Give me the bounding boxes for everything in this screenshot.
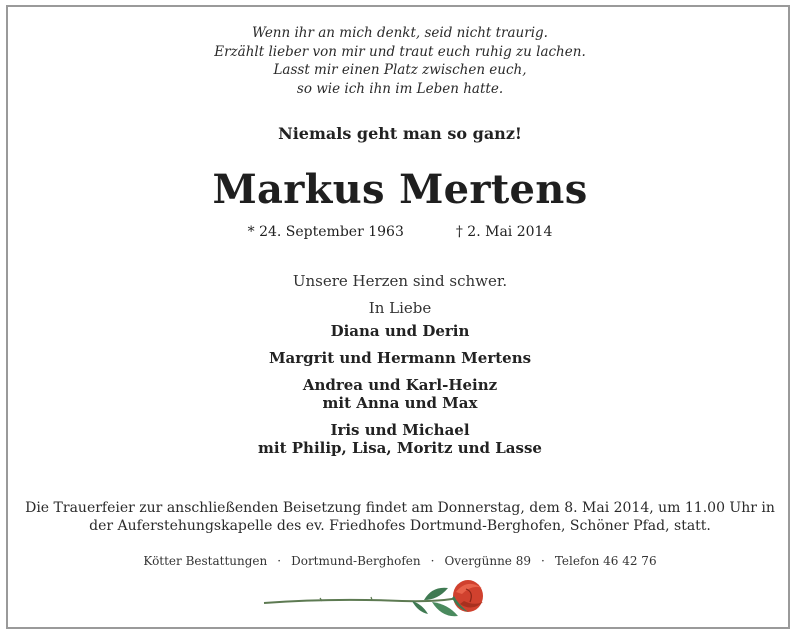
family-group — [0, 421, 800, 457]
company-street: Overgünne 89 — [444, 554, 531, 568]
life-dates — [0, 224, 800, 240]
deceased-name: Markus Mertens — [212, 166, 588, 213]
family-line: mit Philip, Lisa, Moritz und Lasse — [258, 439, 542, 457]
heart-line: Unsere Herzen sind schwer. — [292, 272, 508, 290]
family-line: Andrea und Karl-Heinz — [302, 376, 498, 394]
family-line: Iris und Michael — [330, 421, 470, 439]
separator: · — [277, 554, 282, 568]
poem-line: Lasst mir einen Platz zwischen euch, — [273, 62, 527, 78]
separator: · — [540, 554, 545, 568]
poem-line: so wie ich ihn im Leben hatte. — [296, 80, 504, 97]
family-group — [0, 349, 800, 367]
family-line: Margrit und Hermann Mertens — [268, 349, 532, 367]
poem — [0, 24, 800, 98]
company-phone: Telefon 46 42 76 — [554, 554, 657, 568]
death-date: † 2. Mai 2014 — [455, 224, 553, 240]
family-group — [0, 322, 800, 340]
ceremony-line: der Auferstehungskapelle des ev. Friedhofes Dortmund-Berghofen, Schöner Pfad, statt. — [89, 518, 711, 534]
notice-border — [6, 5, 790, 629]
family-line: Diana und Derin — [330, 322, 470, 340]
ceremony-info — [0, 499, 800, 535]
family-line: mit Anna und Max — [322, 394, 478, 412]
rose-icon — [262, 574, 502, 630]
separator: · — [430, 554, 435, 568]
company-location: Dortmund-Berghofen — [291, 554, 421, 568]
family-group — [0, 376, 800, 412]
company-name: Kötter Bestattungen — [143, 554, 268, 568]
poem-line: Erzählt lieber von mir und traut euch ruhig zu lachen. — [214, 43, 586, 60]
poem-line: Wenn ihr an mich denkt, seid nicht traurig. — [252, 25, 548, 41]
family-list — [0, 322, 800, 466]
ceremony-line: Die Trauerfeier zur anschließenden Beisetzung findet am Donnerstag, dem 8. Mai 2014, um 11.00 Uhr in — [25, 500, 775, 516]
birth-date: * 24. September 1963 — [247, 224, 404, 240]
funeral-home-footer — [0, 554, 800, 568]
in-liebe: In Liebe — [368, 299, 432, 317]
motto: Niemals geht man so ganz! — [278, 124, 522, 143]
